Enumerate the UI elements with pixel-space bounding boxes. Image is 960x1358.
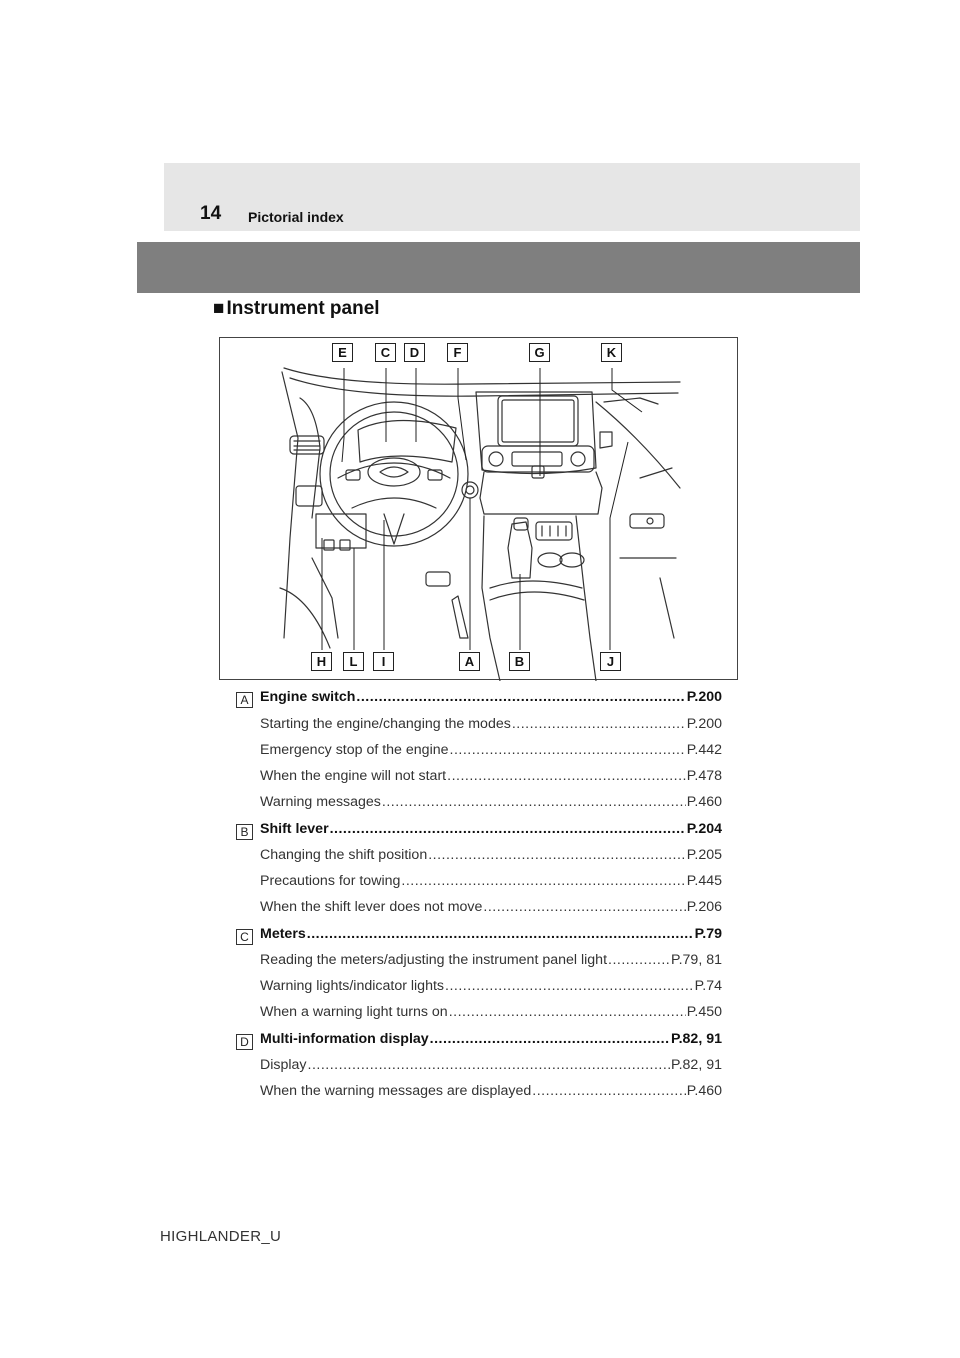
- entry-meters[interactable]: [260, 926, 722, 946]
- callout-bottom-5: B: [509, 652, 530, 671]
- entry-shift-lever[interactable]: [260, 821, 722, 841]
- footer-model: HIGHLANDER_U: [160, 1228, 282, 1245]
- sub-entry[interactable]: When a warning light turns on ..... P.450: [260, 1004, 722, 1024]
- callout-top-6: K: [601, 343, 622, 362]
- sub-entry[interactable]: Warning lights/indicator lights ..... P.74: [260, 978, 722, 998]
- callout-bottom-1: H: [311, 652, 332, 671]
- sub-entry[interactable]: Reading the meters/adjusting the instrument panel light ..... P.79, 81: [260, 952, 722, 972]
- entry-letter-b: B: [236, 824, 253, 840]
- entry-page: P.204: [686, 821, 722, 837]
- section-heading-text: Instrument panel: [226, 298, 380, 319]
- running-title: Pictorial index: [248, 209, 344, 225]
- entry-letter-c: C: [236, 929, 253, 945]
- entry-page: P.79: [694, 926, 722, 942]
- sub-entry[interactable]: When the shift lever does not move ..... P.206: [260, 899, 722, 919]
- sub-entry[interactable]: Warning messages ..... P.460: [260, 794, 722, 814]
- callout-bottom-3: I: [373, 652, 394, 671]
- instrument-panel-illustration: [219, 337, 738, 680]
- sub-entry[interactable]: Display ..... P.82, 91: [260, 1057, 722, 1077]
- page-number: 14: [200, 203, 222, 224]
- callout-top-5: G: [529, 343, 550, 362]
- callout-top-4: F: [447, 343, 468, 362]
- entry-title: Multi-information display: [260, 1031, 429, 1047]
- callout-top-3: D: [404, 343, 425, 362]
- entry-page: P.82, 91: [670, 1031, 722, 1047]
- sub-entry[interactable]: When the engine will not start ..... P.478: [260, 768, 722, 788]
- entry-title: Engine switch: [260, 689, 356, 705]
- sub-entry[interactable]: Emergency stop of the engine ..... P.442: [260, 742, 722, 762]
- callout-top-2: C: [375, 343, 396, 362]
- section-marker: ■: [213, 298, 225, 319]
- section-heading: [213, 298, 380, 320]
- callout-bottom-2: L: [343, 652, 364, 671]
- entry-letter-a: A: [236, 692, 253, 708]
- entry-engine-switch[interactable]: [260, 689, 722, 709]
- callout-top-1: E: [332, 343, 353, 362]
- instrument-panel-drawing: [220, 338, 739, 681]
- entry-multi-information-display[interactable]: [260, 1031, 722, 1051]
- callout-bottom-4: A: [459, 652, 480, 671]
- sub-entry[interactable]: Starting the engine/changing the modes ..... P.200: [260, 716, 722, 736]
- sub-entry[interactable]: Precautions for towing ..... P.445: [260, 873, 722, 893]
- sub-entry[interactable]: When the warning messages are displayed ..... P.460: [260, 1083, 722, 1103]
- sub-entry[interactable]: Changing the shift position ..... P.205: [260, 847, 722, 867]
- callout-bottom-6: J: [600, 652, 621, 671]
- entry-page: P.200: [686, 689, 722, 705]
- section-bar: [137, 242, 860, 293]
- entry-title: Meters: [260, 926, 306, 942]
- entry-title: Shift lever: [260, 821, 329, 837]
- entry-letter-d: D: [236, 1034, 253, 1050]
